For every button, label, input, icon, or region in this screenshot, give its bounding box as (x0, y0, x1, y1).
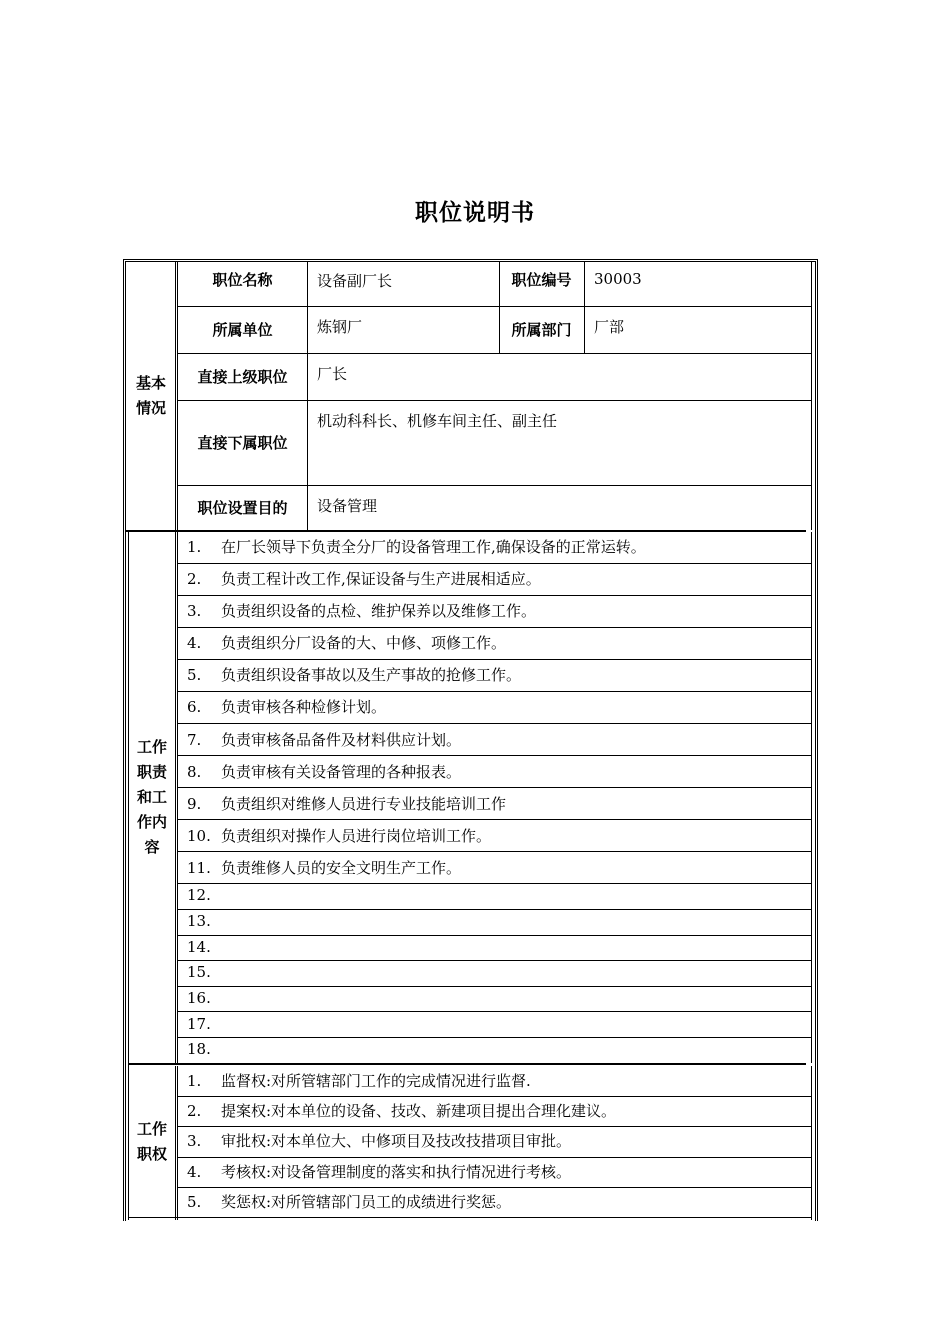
section-duties-label: 工作 职责 和工 作内 容 (136, 738, 167, 856)
col-divider (811, 262, 812, 530)
unit-value: 炼钢厂 (317, 318, 363, 336)
row-divider (178, 883, 812, 884)
row-divider (178, 986, 812, 987)
duty-item: 9. 负责组织对维修人员进行专业技能培训工作 (187, 795, 507, 813)
authority-item: 2. 提案权:对本单位的设备、技改、新建项目提出合理化建议。 (187, 1102, 617, 1120)
duty-item: 4. 负责组织分厂设备的大、中修、项修工作。 (187, 634, 507, 652)
row-divider (178, 1037, 812, 1038)
duty-item: 16. (187, 989, 211, 1007)
row-divider (178, 1096, 812, 1097)
row-divider (178, 691, 812, 692)
duty-item: 1. 在厂长领导下负责全分厂的设备管理工作,确保设备的正常运转。 (187, 538, 646, 556)
row-divider (178, 935, 812, 936)
duty-item: 18. (187, 1040, 211, 1058)
row-divider (178, 1011, 812, 1012)
row-divider (178, 1187, 812, 1188)
duty-item: 5. 负责组织设备事故以及生产事故的抢修工作。 (187, 666, 522, 684)
subordinate-value: 机动科科长、机修车间主任、副主任 (317, 412, 558, 430)
row-divider (178, 1157, 812, 1158)
duty-item: 3. 负责组织设备的点检、维护保养以及维修工作。 (187, 602, 537, 620)
section-divider (129, 1063, 806, 1065)
authority-item: 5. 奖惩权:对所管辖部门员工的成绩进行奖惩。 (187, 1193, 512, 1211)
authority-item: 1. 监督权:对所管辖部门工作的完成情况进行监督. (187, 1072, 531, 1090)
duty-item: 12. (187, 886, 211, 904)
row-divider (178, 960, 812, 961)
col-divider (811, 1066, 812, 1220)
subordinate-label: 直接下属职位 (197, 434, 288, 452)
page-title: 职位说明书 (415, 200, 535, 226)
authority-item: 3. 审批权:对本单位大、中修项目及技改技措项目审批。 (187, 1132, 572, 1150)
position-code-value: 30003 (594, 270, 642, 288)
row-divider (178, 563, 812, 564)
col-divider (811, 532, 812, 1063)
duty-item: 17. (187, 1015, 211, 1033)
position-name-value: 设备副厂长 (317, 272, 393, 290)
row-divider (129, 1217, 812, 1218)
section-authority-label: 工作 职权 (136, 1120, 167, 1163)
authority-item: 4. 考核权:对设备管理制度的落实和执行情况进行考核。 (187, 1163, 572, 1181)
superior-label: 直接上级职位 (197, 368, 288, 386)
purpose-value: 设备管理 (317, 497, 378, 515)
row-divider (178, 1126, 812, 1127)
row-divider (178, 659, 812, 660)
duty-item: 15. (187, 963, 211, 981)
superior-value: 厂长 (317, 365, 348, 383)
dept-label: 所属部门 (511, 321, 572, 339)
duty-item: 2. 负责工程计改工作,保证设备与生产进展相适应。 (187, 570, 541, 588)
duty-item: 8. 负责审核有关设备管理的各种报表。 (187, 763, 462, 781)
duty-item: 11. 负责维修人员的安全文明生产工作。 (187, 859, 462, 877)
col-divider (175, 532, 178, 1063)
position-code-label: 职位编号 (511, 270, 572, 289)
row-divider (178, 851, 812, 852)
row-divider (178, 595, 812, 596)
duty-item: 6. 负责审核各种检修计划。 (187, 698, 387, 716)
row-divider (178, 723, 812, 724)
duty-item: 14. (187, 938, 211, 956)
row-divider (178, 819, 812, 820)
position-name-label: 职位名称 (212, 270, 273, 289)
unit-label: 所属单位 (212, 321, 273, 339)
section-basic-label: 基本 情况 (135, 374, 166, 417)
row-divider (178, 755, 812, 756)
col-divider (175, 1066, 178, 1220)
row-divider (178, 627, 812, 628)
row-divider (178, 909, 812, 910)
duty-item: 13. (187, 912, 211, 930)
purpose-label: 职位设置目的 (197, 499, 288, 517)
section-divider (126, 530, 806, 532)
dept-value: 厂部 (594, 318, 625, 336)
row-divider (178, 787, 812, 788)
duty-item: 10. 负责组织对操作人员进行岗位培训工作。 (187, 827, 492, 845)
duty-item: 7. 负责审核备品备件及材料供应计划。 (187, 731, 462, 749)
